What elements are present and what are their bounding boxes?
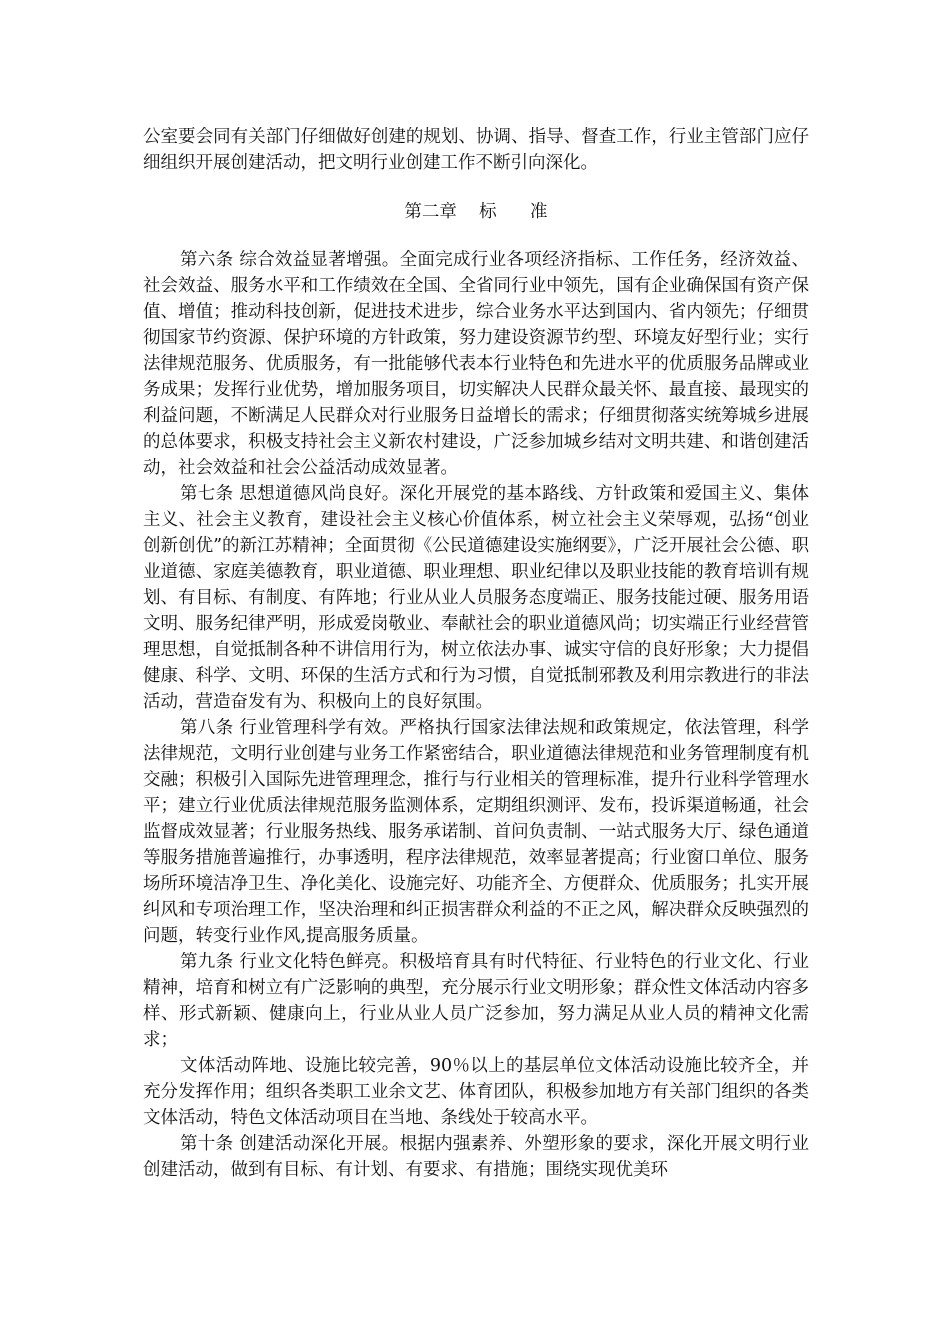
article-6-paragraph: 第六条 综合效益显著增强。全面完成行业各项经济指标、工作任务，经济效益、社会效益、服务水平和工作绩效在全国、全省同行业中领先，国有企业确保国有资产保值、增值；推动科技创新，促进技术进步，综合业务水平达到国内、省内领先；仔细贯彻国家节约资源、保护环境的方针政策，努力建设资源节约型、环境友好型行业；实行法律规范服务、优质服务，有一批能够代表本行业特色和先进水平的优质服务品牌或业务成果；发挥行业优势，增加服务项目，切实解决人民群众最关怀、最直接、最现实的利益问题，不断满足人民群众对行业服务日益增长的需求；仔细贯彻落实统筹城乡进展的总体要求，积极支持社会主义新农村建设，广泛参加城乡结对文明共建、和谐创建活动，社会效益和社会公益活动成效显著。 xyxy=(143,250,809,478)
chapter-title: 第二章 标 准 xyxy=(404,202,548,222)
intro-paragraph: 公室要会同有关部门仔细做好创建的规划、协调、指导、督查工作，行业主管部门应仔细组织开展创建活动，把文明行业创建工作不断引向深化。 xyxy=(143,127,809,173)
article-10-paragraph: 第十条 创建活动深化开展。根据内强素养、外塑形象的要求，深化开展文明行业创建活动，做到有目标、有计划、有要求、有措施；围绕实现优美环 xyxy=(143,1134,809,1180)
article-8-paragraph: 第八条 行业管理科学有效。严格执行国家法律法规和政策规定，依法管理，科学法律规范，文明行业创建与业务工作紧密结合，职业道德法律规范和业务管理制度有机交融；积极引入国际先进管理理念，推行与行业相关的管理标准，提升行业科学管理水平；建立行业优质法律规范服务监测体系，定期组织测评、发布，投诉渠道畅通，社会监督成效显著；行业服务热线、服务承诺制、首问负责制、一站式服务大厅、绿色通道等服务措施普遍推行，办事透明，程序法律规范，效率显著提高；行业窗口单位、服务场所环境洁净卫生、净化美化、设施完好、功能齐全、方便群众、优质服务；扎实开展纠风和专项治理工作，坚决治理和纠正损害群众利益的不正之风，解决群众反映强烈的问题，转变行业作风,提高服务质量。 xyxy=(143,718,809,946)
article-7-paragraph: 第七条 思想道德风尚良好。深化开展党的基本路线、方针政策和爱国主义、集体主义、社会主义教育，建设社会主义核心价值体系，树立社会主义荣辱观，弘扬“创业创新创优”的新江苏精神；全面贯彻《公民道德建设实施纲要》，广泛开展社会公德、职业道德、家庭美德教育，职业道德、职业理想、职业纪律以及职业技能的教育培训有规划、有目标、有制度、有阵地；行业从业人员服务态度端正、服务技能过硬、服务用语文明、服务纪律严明，形成爱岗敬业、奉献社会的职业道德风尚；切实端正行业经营管理思想，自觉抵制各种不讲信用行为，树立依法办事、诚实守信的良好形象；大力提倡健康、科学、文明、环保的生活方式和行为习惯，自觉抵制邪教及利用宗教进行的非法活动，营造奋发有为、积极向上的良好氛围。 xyxy=(143,484,809,712)
document-body xyxy=(143,124,809,1183)
article-9-paragraph: 第九条 行业文化特色鲜亮。积极培育具有时代特征、行业特色的行业文化、行业精神，培育和树立有广泛影响的典型，充分展示行业文明形象；群众性文体活动内容多样、形式新颖、健康向上，行业从业人员广泛参加，努力满足从业人员的精神文化需求； xyxy=(143,952,809,1050)
article-9-continuation-paragraph: 文体活动阵地、设施比较完善，90％以上的基层单位文体活动设施比较齐全，并充分发挥作用；组织各类职工业余文艺、体育团队，积极参加地方有关部门组织的各类文体活动，特色文体活动项目在当地、条线处于较高水平。 xyxy=(143,1056,809,1128)
